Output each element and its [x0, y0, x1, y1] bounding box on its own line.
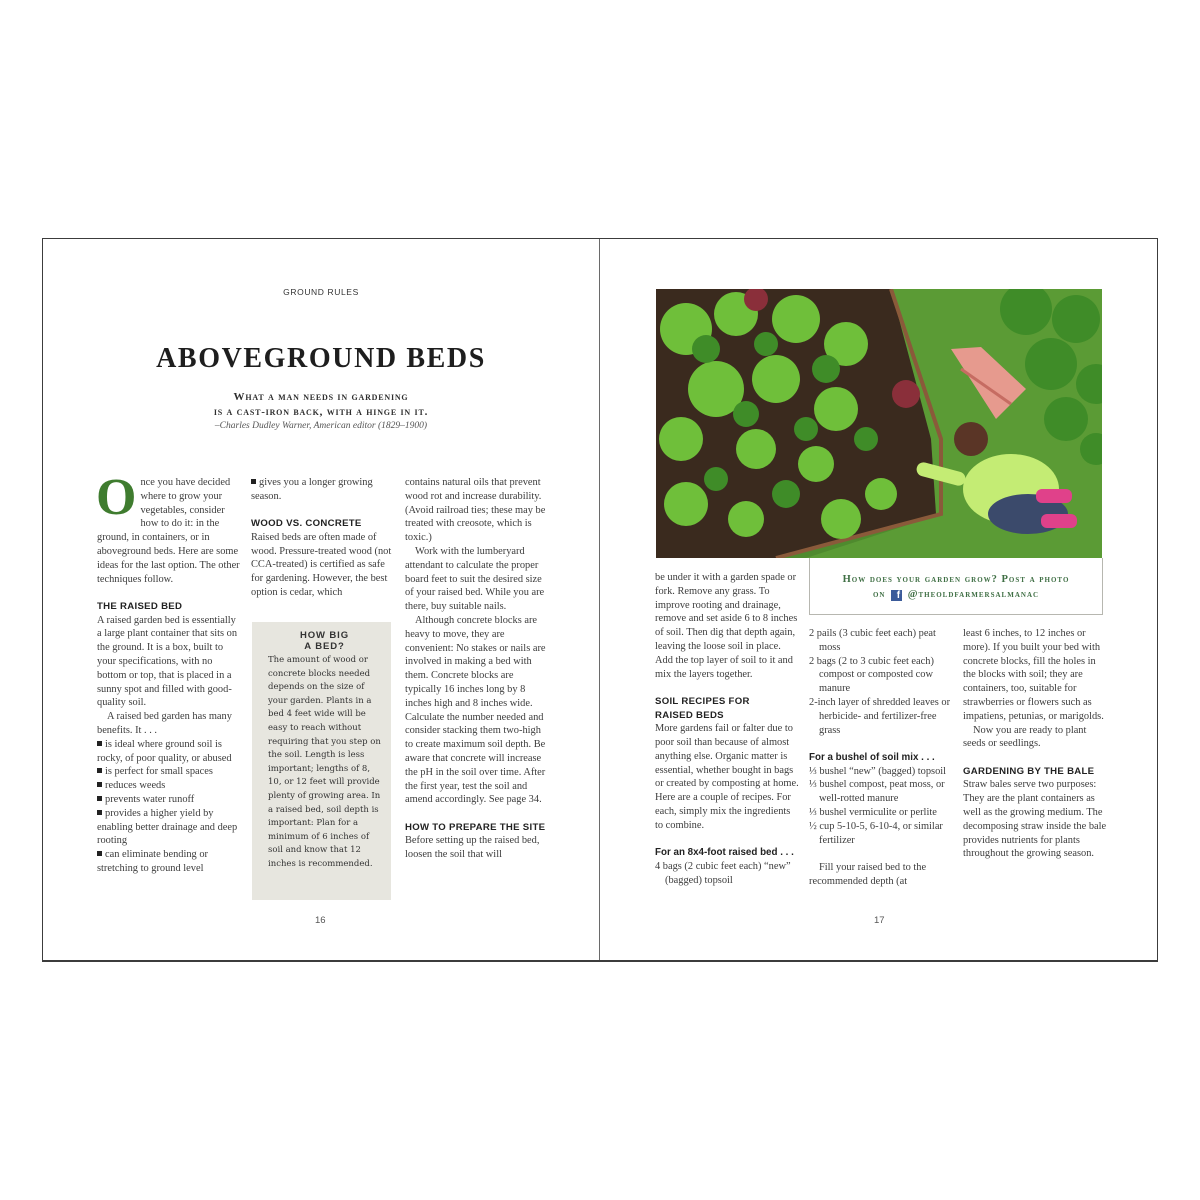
recipe-item: ⅓ bushel compost, peat moss, or well-rotted manure — [809, 779, 945, 805]
section-heading-raised-bed: THE RAISED BED — [97, 601, 183, 613]
right-page — [600, 239, 1157, 960]
benefit-item: is perfect for small spaces — [97, 765, 240, 779]
page-number: 17 — [874, 915, 885, 926]
left-page — [43, 239, 599, 960]
left-column-2 — [251, 476, 394, 600]
garden-photo-illustration — [656, 289, 1102, 558]
facebook-icon: f — [891, 590, 902, 601]
epigraph-line-1: What a man needs in gardening — [233, 391, 409, 403]
running-head: GROUND RULES — [283, 287, 359, 297]
recipe-item: 2 pails (3 cubic feet each) peat moss — [809, 628, 936, 653]
social-callout — [809, 558, 1103, 615]
benefit-item: provides a higher yield by enabling better drainage and deep rooting — [97, 807, 240, 848]
section-heading-soil-recipes: SOIL RECIPES FOR RAISED BEDS — [655, 696, 750, 721]
section-heading-bale: GARDENING BY THE BALE — [963, 765, 1095, 777]
wood-paragraph-cont: contains natural oils that prevent wood rot and increase durability. (Avoid railroad ties; these may be treated with creosote, which is toxic.) — [405, 477, 546, 544]
callout-line-1: How does your garden grow? Post a photo — [842, 574, 1070, 585]
sidebar-title: HOW BIG A BED? — [299, 630, 350, 652]
page-title: ABOVEGROUND BEDS — [156, 343, 486, 374]
fill-paragraph: Fill your raised bed to the recommended depth (at — [809, 862, 927, 888]
recipe-item: ⅓ bushel vermiculite or perlite — [809, 807, 937, 819]
benefit-item: reduces weeds — [97, 779, 240, 793]
left-column-1 — [96, 469, 240, 876]
garden-photo — [656, 289, 1102, 558]
how-big-a-bed-sidebar — [252, 622, 391, 900]
recipe-item: 2 bags (2 to 3 cubic feet each) compost or composted cow manure — [809, 655, 934, 695]
recipe-item: 4 bags (2 cubic feet each) “new” (bagged) topsoil — [655, 860, 791, 886]
recipe-item: 2-inch layer of shredded leaves or herbicide- and fertilizer-free grass — [809, 696, 951, 736]
concrete-paragraph: Although concrete blocks are heavy to move, they are convenient: No stakes or nails are involved in making a bed with them. Concrete blocks are typically 16 inches long by 8 inches high and 8 inches wide. Calculate the number needed and consider stacking them two-high to create maximum soil depth. Be aware that concrete will increase the pH in the soil over time. After the first year, test the soil and amend accordingly. See page 34. — [405, 614, 546, 806]
prepare-paragraph-cont: be under it with a garden spade or fork. Remove any grass. To improve rooting and drainage, remove and set aside 6 to 8 inches of soil. Then dig that depth again, leaving the loose soil in place. Add the top layer of soil to it and mix the layers together. — [655, 572, 798, 680]
epigraph-attribution: –Charles Dudley Warner, American editor (1829–1900) — [214, 421, 428, 431]
benefit-item: is ideal where ground soil is rocky, of poor quality, or abused — [97, 738, 240, 766]
epigraph — [43, 390, 599, 432]
intro-paragraph: Once you have decided where to grow your vegetables, consider how to do it: in the ground, in containers, or in aboveground beds. Here are some ideas for the last option. The other techniques follow. — [96, 469, 240, 585]
bale-paragraph: Straw bales serve two purposes: They are the plant containers as well as the growing medium. The decomposing straw inside the bale provides nutrients for plants throughout the growing season. — [963, 779, 1107, 860]
fill-paragraph-cont: least 6 inches, to 12 inches or more). If you built your bed with concrete blocks, fill the holes in the blocks with soil; they are containers, too, suitable for strawberries or flowers such as impatiens, petunias, or marigolds. — [963, 628, 1104, 722]
raised-bed-paragraph-1: A raised garden bed is essentially a large plant container that sits on the ground. It is a box, built to your specifications, with no bottom or top, that is placed in a sunny spot and filled with good-quality soil. — [97, 614, 238, 709]
section-heading-wood-vs-concrete: WOOD VS. CONCRETE — [251, 518, 362, 530]
epigraph-line-2: is a cast-iron back, with a hinge in it. — [213, 406, 429, 418]
right-column-1 — [655, 571, 800, 887]
lumberyard-paragraph: Work with the lumberyard attendant to calculate the proper board feet to suit the desired size of your raised bed. While you are there, buy suitable nails. — [405, 545, 545, 613]
recipe-item: ½ cup 5-10-5, 6-10-4, or similar fertilizer — [809, 820, 943, 846]
section-heading-prepare-site: HOW TO PREPARE THE SITE — [405, 821, 546, 833]
recipe-heading-8x4-bed: For an 8x4-foot raised bed . . . — [655, 847, 794, 859]
sidebar-body: The amount of wood or concrete blocks needed depends on the size of your garden. Plants in a bed 4 feet wide will be easy to reach without requiring that you step on the soil. Length is less important; lengths of 8, 10, or 12 feet will provide plenty of growing area. In a raised bed, soil depth is important: Plan for a minimum of 6 inches of soil and know that 12 inches is recommended. — [268, 655, 381, 869]
benefit-item: gives you a longer growing season. — [251, 476, 394, 504]
recipe-item: ⅓ bushel “new” (bagged) topsoil — [809, 765, 947, 777]
page-number: 16 — [315, 915, 326, 926]
wood-paragraph: Raised beds are often made of wood. Pressure-treated wood (not CCA-treated) is certified as safe for gardening. However, the best option is cedar, which — [251, 531, 392, 599]
right-column-3 — [963, 627, 1107, 861]
callout-line-2: on f @theoldfarmersalmanac — [872, 589, 1040, 601]
left-column-3 — [405, 476, 549, 862]
raised-bed-paragraph-2: A raised bed garden has many benefits. It . . . — [97, 711, 232, 737]
benefit-item: can eliminate bending or stretching to ground level — [97, 848, 240, 876]
drop-cap: O — [96, 469, 137, 526]
prepare-paragraph: Before setting up the raised bed, loosen the soil that will — [405, 835, 540, 861]
ready-paragraph: Now you are ready to plant seeds or seedlings. — [963, 724, 1087, 750]
right-column-2 — [809, 627, 955, 889]
recipe-heading-bushel-mix: For a bushel of soil mix . . . — [809, 752, 935, 764]
book-spread — [42, 238, 1158, 962]
social-handle[interactable]: @theoldfarmersalmanac — [907, 589, 1040, 600]
soil-paragraph: More gardens fail or falter due to poor soil than because of almost anything else. Organic matter is essential, whether bought in bags or created by composting at home. Here are a couple of recipes. For each, simply mix the ingredients to combine. — [655, 723, 799, 831]
benefit-item: prevents water runoff — [97, 793, 240, 807]
